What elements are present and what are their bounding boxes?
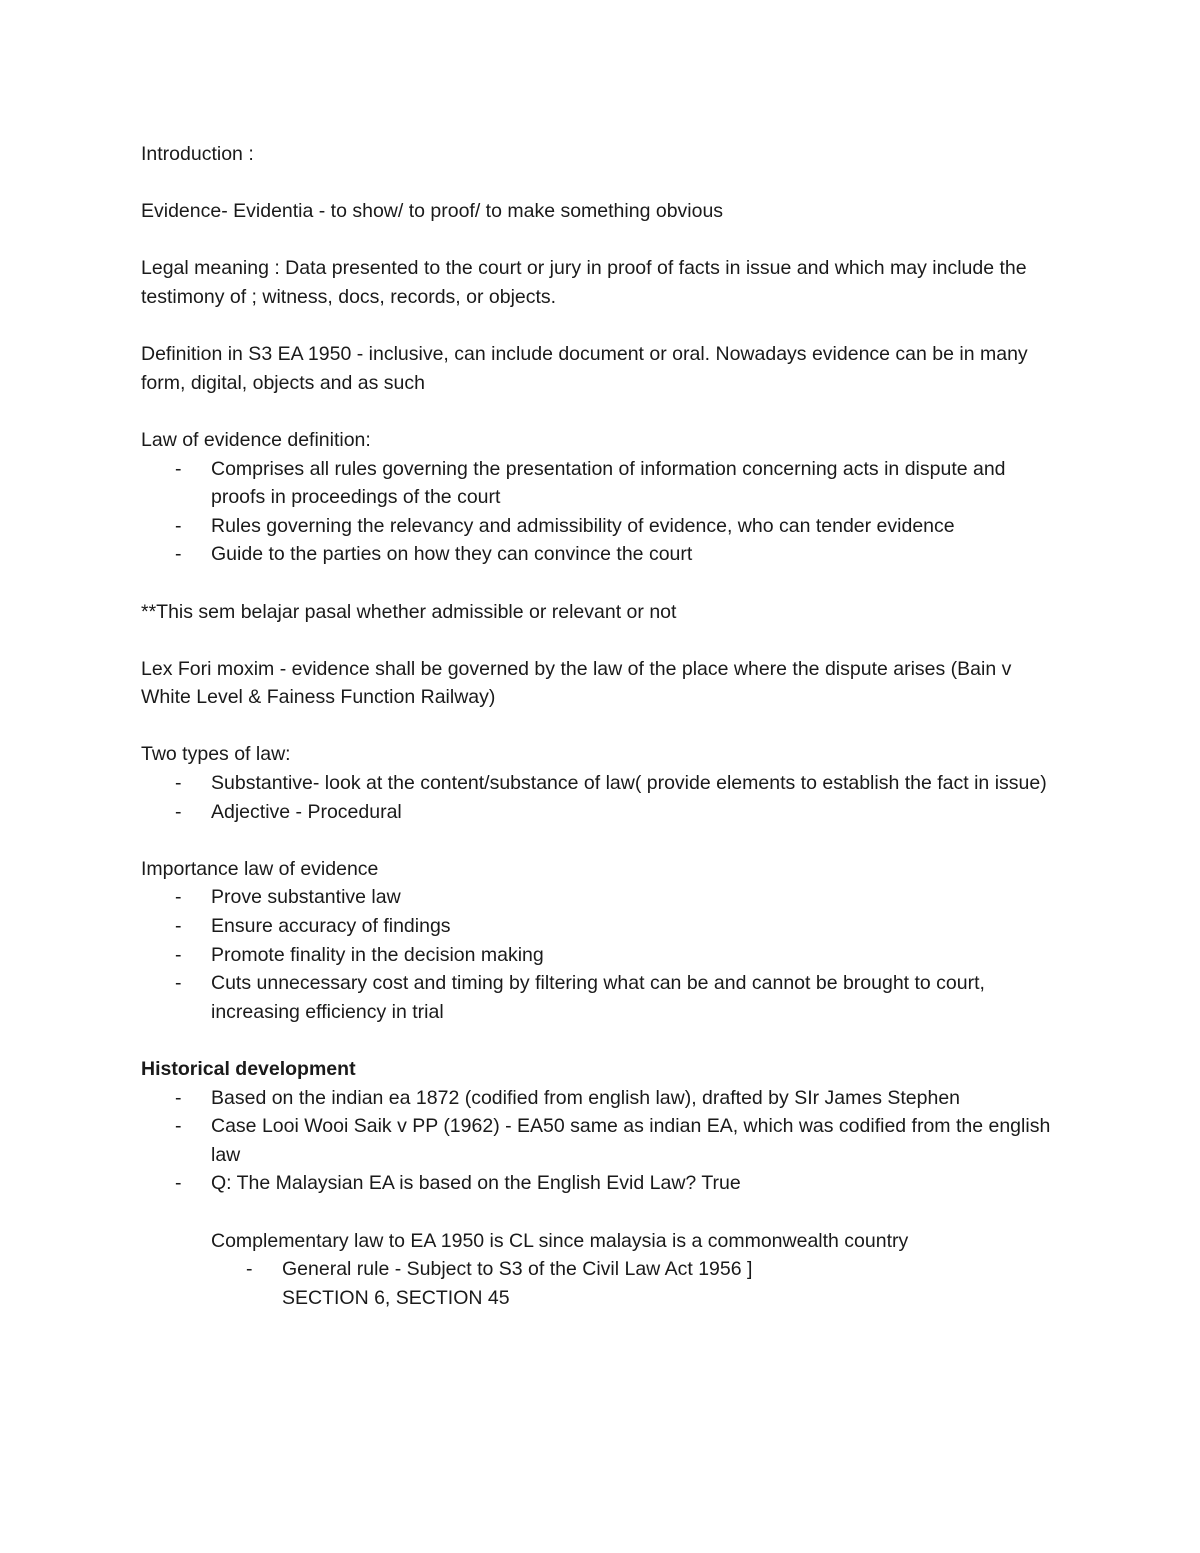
list-item: [141, 455, 1061, 512]
lex-fori: Lex Fori moxim - evidence shall be governed by the law of the place where the dispute arises (Bain v White Level & Fainess Function Railway): [141, 657, 1017, 709]
list-item: [141, 883, 1061, 912]
list-item: [141, 798, 1061, 827]
two-types-heading: Two types of law:: [141, 743, 291, 766]
list-item-text: Substantive- look at the content/substance of law( provide elements to establish the fact in issue): [211, 772, 1047, 795]
bullet-dash: -: [175, 457, 182, 480]
list-item: [141, 912, 1061, 941]
list-item-text: Ensure accuracy of findings: [211, 915, 451, 938]
list-item-text: Promote finality in the decision making: [211, 943, 544, 966]
bullet-dash: -: [175, 1086, 182, 1109]
bullet-dash: -: [175, 943, 182, 966]
evidence-definition: Evidence- Evidentia - to show/ to proof/ to make something obvious: [141, 200, 724, 223]
bullet-dash: -: [175, 1115, 182, 1138]
list-item-text: Case Looi Wooi Saik v PP (1962) - EA50 same as indian EA, which was codified from the english law: [211, 1115, 1051, 1166]
list-item: [141, 512, 1061, 541]
list-item: [141, 1084, 1061, 1113]
definition-s3: Definition in S3 EA 1950 - inclusive, can include document or oral. Nowadays evidence can be in many form, digital, objects and as such: [141, 343, 1034, 394]
legal-meaning: Legal meaning : Data presented to the court or jury in proof of facts in issue and which may include the testimony of ; witness, docs, records, or objects.: [141, 257, 1033, 308]
bullet-dash: -: [175, 800, 182, 823]
list-item-text: Guide to the parties on how they can convince the court: [211, 543, 693, 566]
list-item: [141, 1112, 1061, 1169]
bullet-dash: -: [175, 543, 182, 566]
list-item-text: Comprises all rules governing the presentation of information concerning acts in dispute and proofs in proceedings of the court: [211, 457, 1006, 509]
intro-heading: Introduction :: [141, 143, 254, 165]
list-item: [141, 769, 1061, 798]
document-page: [141, 140, 1061, 1312]
list-item-text: Prove substantive law: [211, 886, 401, 909]
list-item-text: Based on the indian ea 1872 (codified from english law), drafted by SIr James Stephen: [211, 1086, 961, 1109]
list-item-text: Rules governing the relevancy and admissibility of evidence, who can tender evidence: [211, 514, 955, 537]
list-item-text: Adjective - Procedural: [211, 800, 402, 823]
list-item-text: Cuts unnecessary cost and timing by filtering what can be and cannot be brought to court, increasing efficiency in trial: [211, 972, 985, 1023]
list-item: [141, 941, 1061, 970]
law-of-evidence-heading: Law of evidence definition:: [141, 428, 371, 451]
list-item: [141, 1169, 1061, 1198]
bullet-dash: -: [175, 772, 182, 795]
list-item-text: Q: The Malaysian EA is based on the English Evid Law? True: [211, 1172, 741, 1195]
sem-note: **This sem belajar pasal whether admissible or relevant or not: [141, 600, 677, 623]
bullet-dash: -: [175, 972, 182, 995]
importance-heading: Importance law of evidence: [141, 857, 379, 880]
list-item: [141, 540, 1061, 569]
complementary-law: Complementary law to EA 1950 is CL since malaysia is a commonwealth country: [211, 1229, 909, 1252]
list-item: [141, 1255, 1061, 1284]
bullet-dash: -: [246, 1258, 253, 1281]
bullet-dash: -: [175, 886, 182, 909]
bullet-dash: -: [175, 915, 182, 938]
historical-heading: Historical development: [141, 1058, 356, 1080]
sections-reference: SECTION 6, SECTION 45: [282, 1286, 510, 1309]
bullet-dash: -: [175, 514, 182, 537]
list-item-text: General rule - Subject to S3 of the Civil Law Act 1956 ]: [282, 1258, 753, 1281]
list-item: [141, 969, 1061, 1026]
bullet-dash: -: [175, 1172, 182, 1195]
